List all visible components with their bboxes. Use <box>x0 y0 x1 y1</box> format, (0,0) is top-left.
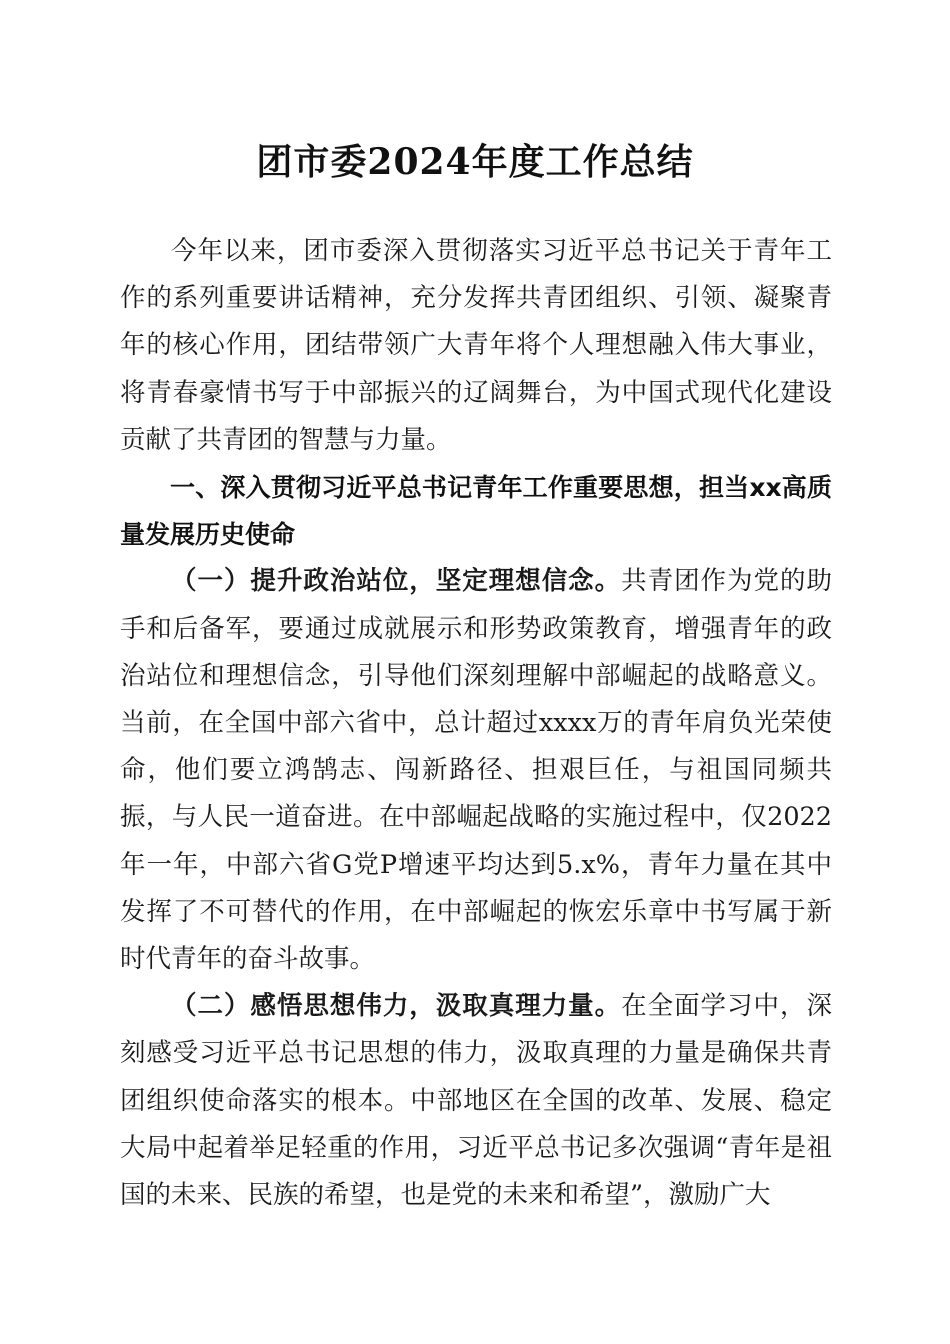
section-1-item-2-text: 在全面学习中，深刻感受习近平总书记思想的伟力，汲取真理的力量是确保共青团组织使命落实的根本。中部地区在全国的改革、发展、稳定大局中起着举足轻重的作用，习近平总书记多次强调“青年是祖国的未来、民族的希望，也是党的未来和希望”，激励广大 <box>120 991 832 1211</box>
document-body <box>120 228 832 1219</box>
section-1-item-1-text: 共青团作为党的助手和后备军，要通过成就展示和形势政策教育，增强青年的政治站位和理想信念，引导他们深刻理解中部崛起的战略意义。当前，在全国中部六省中，总计超过xxxx万的青年肩负光荣使命，他们要立鸿鹄志、闯新路径、担艰巨任，与祖国同频共振，与人民一道奋进。在中部崛起战略的实施过程中，仅2022年一年，中部六省G党P增速平均达到5.x%，青年力量在其中发挥了不可替代的作用，在中部崛起的恢宏乐章中书写属于新时代青年的奋斗故事。 <box>120 566 832 975</box>
section-1-heading: 一、深入贯彻习近平总书记青年工作重要思想，担当xx高质量发展历史使命 <box>120 473 832 550</box>
section-1-item-2-label: （二）感悟思想伟力，汲取真理力量。 <box>171 991 622 1022</box>
intro-paragraph: 今年以来，团市委深入贯彻落实习近平总书记关于青年工作的系列重要讲话精神，充分发挥共青团组织、引领、凝聚青年的核心作用，团结带领广大青年将个人理想融入伟大事业，将青春豪情书写于中部振兴的辽阔舞台，为中国式现代化建设贡献了共青团的智慧与力量。 <box>120 236 832 455</box>
section-1-item-2-paragraph <box>120 983 832 1219</box>
section-1-item-1-paragraph <box>120 558 832 983</box>
section-1-item-1-label: （一）提升政治站位，坚定理想信念。 <box>171 566 622 597</box>
document-title: 团市委2024年度工作总结 <box>256 141 694 183</box>
